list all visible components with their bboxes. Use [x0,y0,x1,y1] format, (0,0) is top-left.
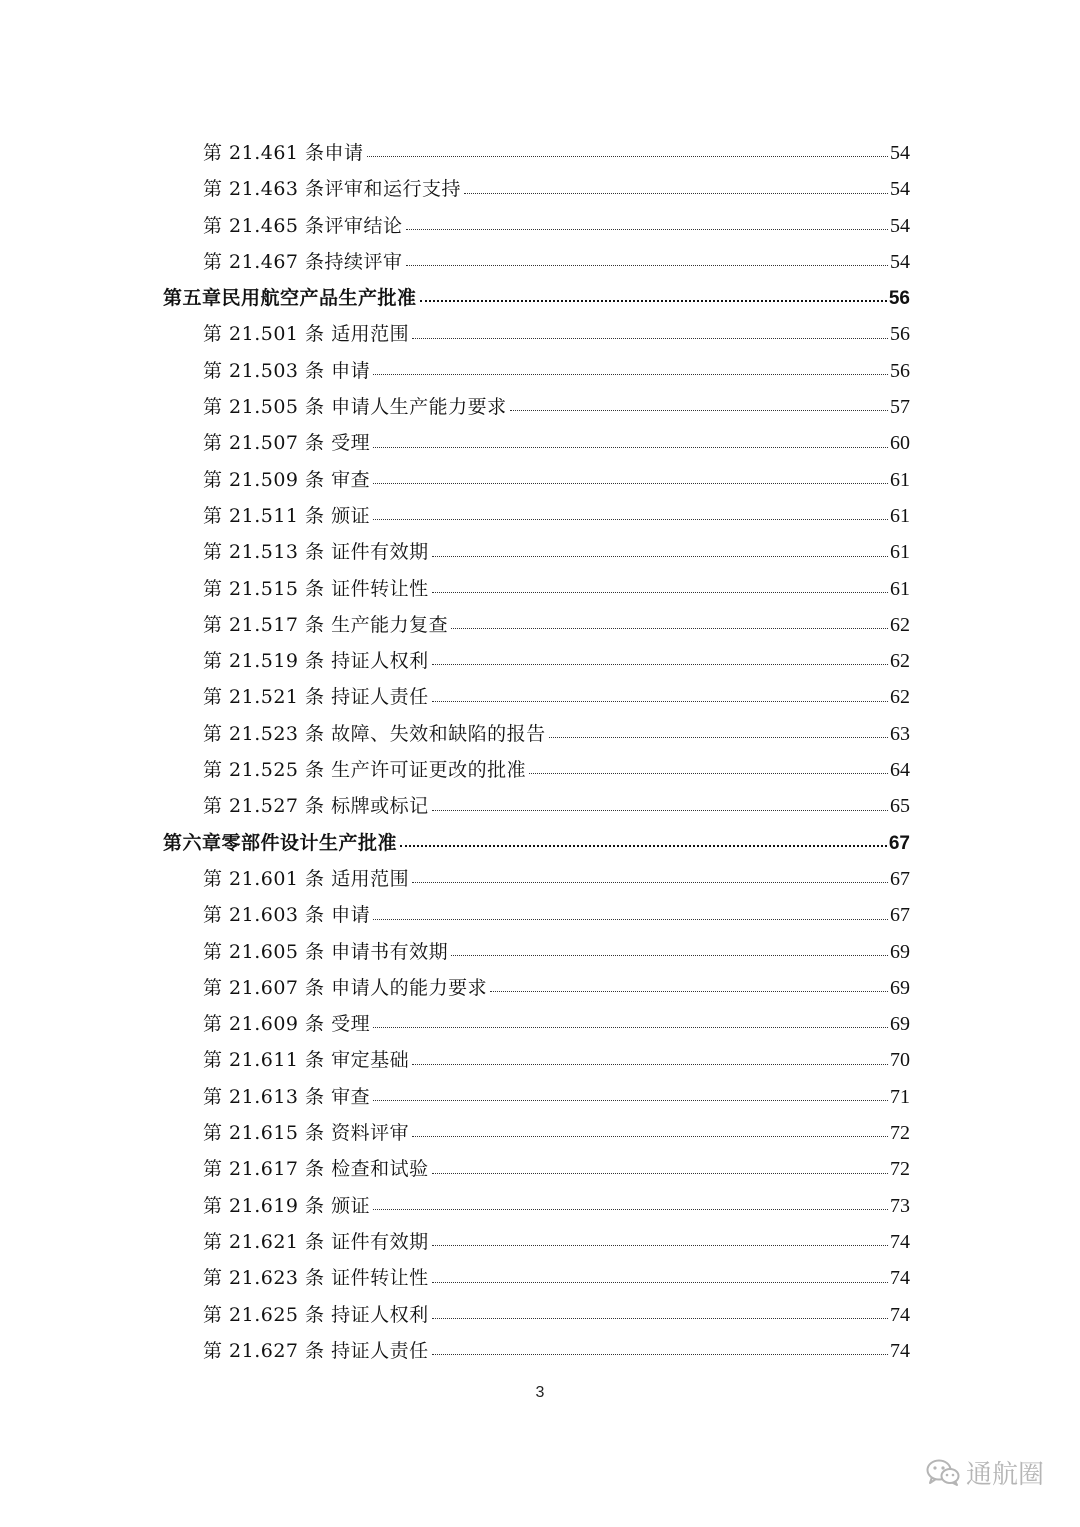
toc-dot-leader [432,592,888,593]
toc-section-entry[interactable] [163,135,910,171]
watermark [926,1454,1044,1491]
toc-entry-title: 第六章零部件设计生产批准 [163,831,398,854]
toc-section-entry[interactable] [163,607,910,643]
toc-section-entry[interactable] [163,788,910,824]
toc-entry-title: 第 21.507 条 受理 [203,432,371,455]
toc-entry-page: 56 [890,323,910,346]
toc-entry-title: 第 21.601 条 适用范围 [203,867,410,890]
toc-entry-title: 第五章民用航空产品生产批准 [163,287,417,310]
toc-dot-leader [432,810,888,811]
toc-entry-page: 67 [890,904,910,927]
toc-section-entry[interactable] [163,425,910,461]
toc-entry-page: 67 [890,867,910,890]
toc-section-entry[interactable] [163,534,910,570]
toc-dot-leader [406,265,888,266]
toc-dot-leader [373,447,888,448]
toc-entry-page: 69 [890,940,910,963]
toc-entry-page: 69 [890,976,910,999]
toc-entry-title: 第 21.505 条 申请人生产能力要求 [203,396,507,419]
toc-section-entry[interactable] [163,571,910,607]
toc-entry-title: 第 21.503 条 申请 [203,359,371,382]
toc-entry-title: 第 21.617 条 检查和试验 [203,1158,429,1181]
toc-section-entry[interactable] [163,679,910,715]
toc-entry-page: 72 [890,1122,910,1145]
toc-entry-page: 56 [890,359,910,382]
toc-entry-page: 73 [890,1194,910,1217]
toc-dot-leader [432,664,888,665]
toc-dot-leader [406,229,888,230]
toc-entry-title: 第 21.627 条 持证人责任 [203,1339,429,1362]
toc-entry-title: 第 21.619 条 颁证 [203,1194,371,1217]
toc-section-entry[interactable] [163,1006,910,1042]
toc-entry-page: 54 [890,250,910,273]
toc-section-entry[interactable] [163,208,910,244]
toc-entry-title: 第 21.607 条 申请人的能力要求 [203,976,488,999]
toc-dot-leader [373,919,888,920]
toc-section-entry[interactable] [163,643,910,679]
toc-entry-title: 第 21.467 条持续评审 [203,250,403,273]
toc-entry-page: 74 [890,1230,910,1253]
toc-entry-title: 第 21.519 条 持证人权利 [203,650,429,673]
toc-entry-page: 69 [890,1013,910,1036]
toc-entry-page: 67 [888,832,910,854]
toc-dot-leader [432,1173,888,1174]
toc-dot-leader [432,1354,888,1355]
toc-section-entry[interactable] [163,316,910,352]
toc-section-entry[interactable] [163,1079,910,1115]
toc-section-entry[interactable] [163,1042,910,1078]
toc-dot-leader [432,556,888,557]
toc-dot-leader [451,628,888,629]
toc-entry-title: 第 21.517 条 生产能力复查 [203,613,449,636]
toc-dot-leader [373,1027,888,1028]
toc-entry-title: 第 21.609 条 受理 [203,1013,371,1036]
toc-dot-leader [490,991,888,992]
toc-entry-page: 61 [890,468,910,491]
toc-dot-leader [373,374,888,375]
toc-section-entry[interactable] [163,498,910,534]
page-number: 3 [535,1384,545,1401]
toc-entry-page: 57 [890,396,910,419]
toc-entry-title: 第 21.525 条 生产许可证更改的批准 [203,759,527,782]
toc-entry-page: 71 [890,1085,910,1108]
toc-dot-leader [432,1282,888,1283]
toc-section-entry[interactable] [163,1333,910,1369]
toc-dot-leader [451,955,888,956]
toc-dot-leader [400,845,887,847]
toc-chapter-entry[interactable] [163,825,910,861]
toc-section-entry[interactable] [163,1260,910,1296]
toc-dot-leader [510,410,888,411]
toc-section-entry[interactable] [163,716,910,752]
table-of-contents [163,135,910,1369]
toc-section-entry[interactable] [163,389,910,425]
toc-entry-title: 第 21.501 条 适用范围 [203,323,410,346]
toc-entry-title: 第 21.463 条评审和运行支持 [203,178,462,201]
toc-entry-page: 61 [890,541,910,564]
toc-dot-leader [432,1245,888,1246]
toc-entry-page: 54 [890,142,910,164]
toc-section-entry[interactable] [163,353,910,389]
toc-section-entry[interactable] [163,1224,910,1260]
toc-entry-title: 第 21.515 条 证件转让性 [203,577,429,600]
toc-entry-title: 第 21.625 条 持证人权利 [203,1303,429,1326]
toc-entry-title: 第 21.623 条 证件转让性 [203,1267,429,1290]
toc-entry-title: 第 21.461 条申请 [203,142,364,164]
toc-entry-page: 72 [890,1158,910,1181]
toc-section-entry[interactable] [163,1188,910,1224]
toc-entry-title: 第 21.603 条 申请 [203,904,371,927]
toc-entry-page: 62 [890,613,910,636]
toc-entry-page: 74 [890,1267,910,1290]
toc-dot-leader [420,300,887,302]
toc-section-entry[interactable] [163,171,910,207]
toc-dot-leader [412,1136,888,1137]
toc-entry-title: 第 21.465 条评审结论 [203,214,403,237]
toc-entry-page: 65 [890,795,910,818]
watermark-text: 通航圈 [965,1460,1044,1490]
toc-section-entry[interactable] [163,244,910,280]
toc-section-entry[interactable] [163,1115,910,1151]
toc-entry-page: 56 [888,288,910,310]
toc-entry-title: 第 21.513 条 证件有效期 [203,541,429,564]
toc-entry-page: 74 [890,1303,910,1326]
toc-dot-leader [373,1209,888,1210]
toc-section-entry[interactable] [163,752,910,788]
toc-section-entry[interactable] [163,897,910,933]
toc-entry-title: 第 21.613 条 审查 [203,1085,371,1108]
toc-section-entry[interactable] [163,970,910,1006]
toc-entry-title: 第 21.523 条 故障、失效和缺陷的报告 [203,722,546,745]
toc-entry-page: 64 [890,759,910,782]
toc-dot-leader [367,156,888,157]
toc-dot-leader [412,882,888,883]
toc-entry-page: 62 [890,686,910,709]
toc-entry-page: 70 [890,1049,910,1072]
toc-entry-page: 62 [890,650,910,673]
toc-dot-leader [373,519,888,520]
toc-dot-leader [464,193,888,194]
toc-section-entry[interactable] [163,934,910,970]
toc-entry-page: 61 [890,504,910,527]
toc-entry-page: 60 [890,432,910,455]
toc-section-entry[interactable] [163,462,910,498]
toc-dot-leader [432,701,888,702]
toc-section-entry[interactable] [163,1297,910,1333]
toc-dot-leader [373,1100,888,1101]
toc-entry-page: 61 [890,577,910,600]
toc-entry-title: 第 21.621 条 证件有效期 [203,1230,429,1253]
toc-entry-page: 74 [890,1339,910,1362]
wechat-icon [926,1459,960,1487]
toc-chapter-entry[interactable] [163,280,910,316]
toc-dot-leader [412,1064,888,1065]
toc-entry-title: 第 21.605 条 申请书有效期 [203,940,449,963]
toc-entry-title: 第 21.527 条 标牌或标记 [203,795,429,818]
toc-entry-title: 第 21.521 条 持证人责任 [203,686,429,709]
toc-entry-title: 第 21.509 条 审查 [203,468,371,491]
toc-section-entry[interactable] [163,1151,910,1187]
toc-dot-leader [549,737,888,738]
toc-entry-page: 63 [890,722,910,745]
toc-dot-leader [373,483,888,484]
toc-entry-page: 54 [890,214,910,237]
toc-entry-title: 第 21.615 条 资料评审 [203,1122,410,1145]
toc-entry-title: 第 21.511 条 颁证 [203,504,371,527]
toc-dot-leader [432,1318,888,1319]
toc-entry-title: 第 21.611 条 审定基础 [203,1049,410,1072]
toc-entry-page: 54 [890,178,910,201]
toc-section-entry[interactable] [163,861,910,897]
toc-dot-leader [529,773,888,774]
toc-dot-leader [412,338,888,339]
